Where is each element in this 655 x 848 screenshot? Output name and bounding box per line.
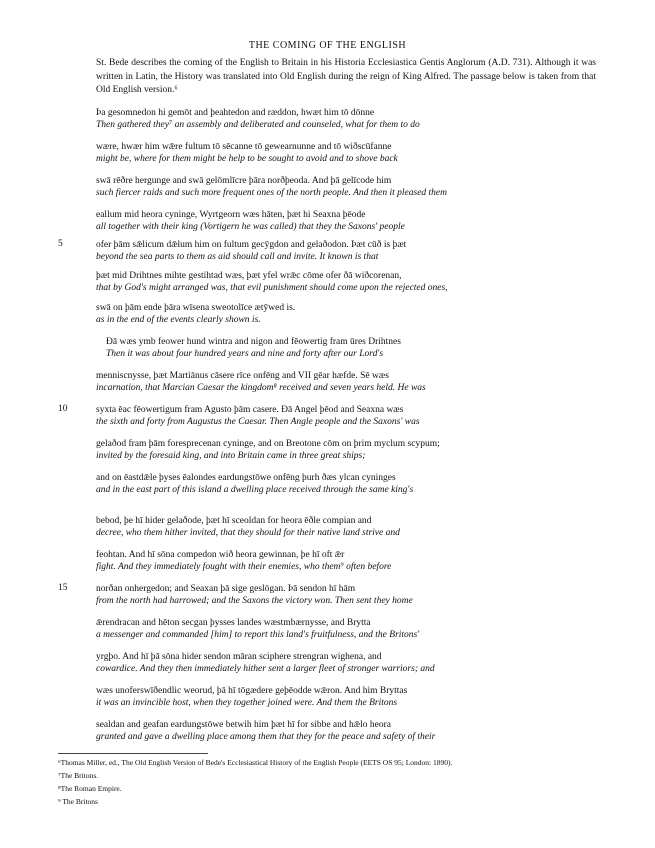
translation-line: cowardice. And they then immediately hither sent a larger fleet of stronger warriors; and xyxy=(96,664,435,674)
old-english-line: bebod, þe hī hider gelaðode, þæt hī sceoldan for heora ēðle compian and xyxy=(96,516,372,526)
old-english-line: wære, hwær him wǣre fultum tō sēcanne tō gewearnunne and tō wiðscūfanne xyxy=(96,142,392,152)
translation-line: and in the east part of this island a dwelling place received through the same king's xyxy=(96,485,414,495)
old-english-line: þæt mid Drihtnes mihte gestihtad wæs, þæt yfel wrǣc cōme ofer ðā wiðcorenan, xyxy=(96,271,402,281)
page-title: THE COMING OF THE ENGLISH xyxy=(248,40,407,51)
translation-line: incarnation, that Marcian Caesar the kingdom⁸ received and seven years held. He was xyxy=(96,383,426,393)
translation-line: the sixth and forty from Augustus the Caesar. Then Angle people and the Saxons' was xyxy=(96,417,420,427)
translation-line: granted and gave a dwelling place among them that they for the peace and safety of their xyxy=(96,732,436,742)
old-english-line: menniscnysse, þæt Martiānus cāsere rīce onfēng and VII gēar hæfde. Sē wæs xyxy=(96,371,389,381)
old-english-line: feohtan. And hī sōna compedon wið heora gewinnan, þe hī oft ǣr xyxy=(96,550,345,560)
translation-line: as in the end of the events clearly shown is. xyxy=(96,315,261,325)
old-english-line: yrgþo. And hī þā sōna hider sendon māran sciphere strengran wighena, and xyxy=(96,652,382,662)
line-pair xyxy=(96,583,596,607)
line-pair xyxy=(96,270,596,294)
old-english-line: Þa gesomnedon hi gemōt and þeahtedon and ræddon, hwæt him tō dōnne xyxy=(96,108,375,118)
line-pair xyxy=(96,107,596,131)
footnote: ⁶Thomas Miller, ed., The Old English Version of Bede's Ecclesiastical History of the English People (EETS OS 95; London: 1890). xyxy=(58,758,453,767)
line-pair xyxy=(96,302,596,326)
line-pair xyxy=(96,651,596,675)
footnote: ⁷The Britons. xyxy=(58,771,99,780)
translation-line: fight. And they immediately fought with their enemies, who them⁹ often before xyxy=(96,562,392,572)
line-pair xyxy=(96,175,596,199)
line-number: 15 xyxy=(58,583,68,593)
translation-line: Then gathered they⁷ an assembly and deliberated and counseled, what for them to do xyxy=(96,120,420,130)
old-english-line: swā on þām ende þāra wīsena sweotolīce ætȳwed is. xyxy=(96,303,296,313)
old-english-line: ǣrendracan and hēton secgan þysses landes wæstmbærnysse, and Brytta xyxy=(96,618,371,628)
old-english-line: ofer þām sǣlicum dǣlum him on fultum gecȳgdon and gelaðodon. Þæt cūð is þæt xyxy=(96,240,407,250)
old-english-line: norðan onhergedon; and Seaxan þā sige geslōgan. Þā sendon hī hām xyxy=(96,584,356,594)
line-pair xyxy=(96,549,596,573)
translation-line: Then it was about four hundred years and nine and forty after our Lord's xyxy=(106,349,384,359)
line-pair xyxy=(96,719,596,743)
old-english-line: sealdan and geafan eardungstōwe betwih him þæt hī for sibbe and hǣlo heora xyxy=(96,720,391,730)
old-english-line: syxta ēac fēowertigum fram Agusto þām casere. Ðā Angel þēod and Seaxna wæs xyxy=(96,405,404,415)
old-english-line: and on ēastdǣle þyses ēalondes eardungstōwe onfēng þurh ðæs ylcan cyninges xyxy=(96,473,396,483)
line-number: 10 xyxy=(58,404,68,414)
footnote: ⁸The Roman Empire. xyxy=(58,784,122,793)
translation-line: decree, who them hither invited, that they should for their native land strive and xyxy=(96,528,400,538)
line-pair xyxy=(96,472,596,496)
old-english-line: swā rēðre hergunge and swā gelōmlīcre þāra norðþeoda. And þā gelīcode him xyxy=(96,176,392,186)
line-pair xyxy=(96,685,596,709)
translation-line: such fiercer raids and such more frequent ones of the north people. And then it pleased them xyxy=(96,188,448,198)
line-pair xyxy=(106,336,596,360)
line-pair xyxy=(96,239,596,263)
line-pair xyxy=(96,141,596,165)
footnote-divider xyxy=(58,753,208,754)
translation-line: might be, where for them might be help to be sought to avoid and to shove back xyxy=(96,154,398,164)
intro-paragraph: St. Bede describes the coming of the English to Britain in his Historia Ecclesiastica Gentis Anglorum (A.D. 731). Although it was written in Latin, the History was translated into Old English during the reign of King Alfred. The passage below is taken from that Old English version.⁶ xyxy=(96,58,596,95)
translation-line: all together with their king (Vortigern he was called) that they the Saxons' people xyxy=(96,222,405,232)
old-english-line: wæs unoferswīðendlic weorud, þā hī tōgædere geþēodde wǣron. And him Bryttas xyxy=(96,686,408,696)
old-english-line: gelaðod fram þām foresprecenan cyninge, and on Breotone cōm on þrim myclum scypum; xyxy=(96,439,440,449)
translation-line: a messenger and commanded [him] to report this land's fruitfulness, and the Britons' xyxy=(96,630,420,640)
translation-line: that by God's might arranged was, that evil punishment should come upon the rejected ones, xyxy=(96,283,448,293)
line-pair xyxy=(96,370,596,394)
footnote: ⁹ The Britons xyxy=(58,797,98,806)
line-pair xyxy=(96,438,596,462)
translation-line: it was an invincible host, when they together joined were. And them the Britons xyxy=(96,698,398,708)
translation-line: invited by the foresaid king, and into Britain came in three great ships; xyxy=(96,451,366,461)
line-pair xyxy=(96,404,596,428)
line-pair xyxy=(96,515,596,539)
translation-line: from the north had harrowed; and the Saxons the victory won. Then sent they home xyxy=(96,596,413,606)
line-number: 5 xyxy=(58,239,63,249)
old-english-line: Ðā wæs ymb feower hund wintra and nigon and fēowertig fram ūres Drihtnes xyxy=(106,337,401,347)
line-pair xyxy=(96,209,596,233)
line-pair xyxy=(96,617,596,641)
translation-line: beyond the sea parts to them as aid should call and invite. It known is that xyxy=(96,252,379,262)
old-english-line: eallum mid heora cyninge, Wyrtgeorn wæs hāten, þæt hi Seaxna þēode xyxy=(96,210,366,220)
